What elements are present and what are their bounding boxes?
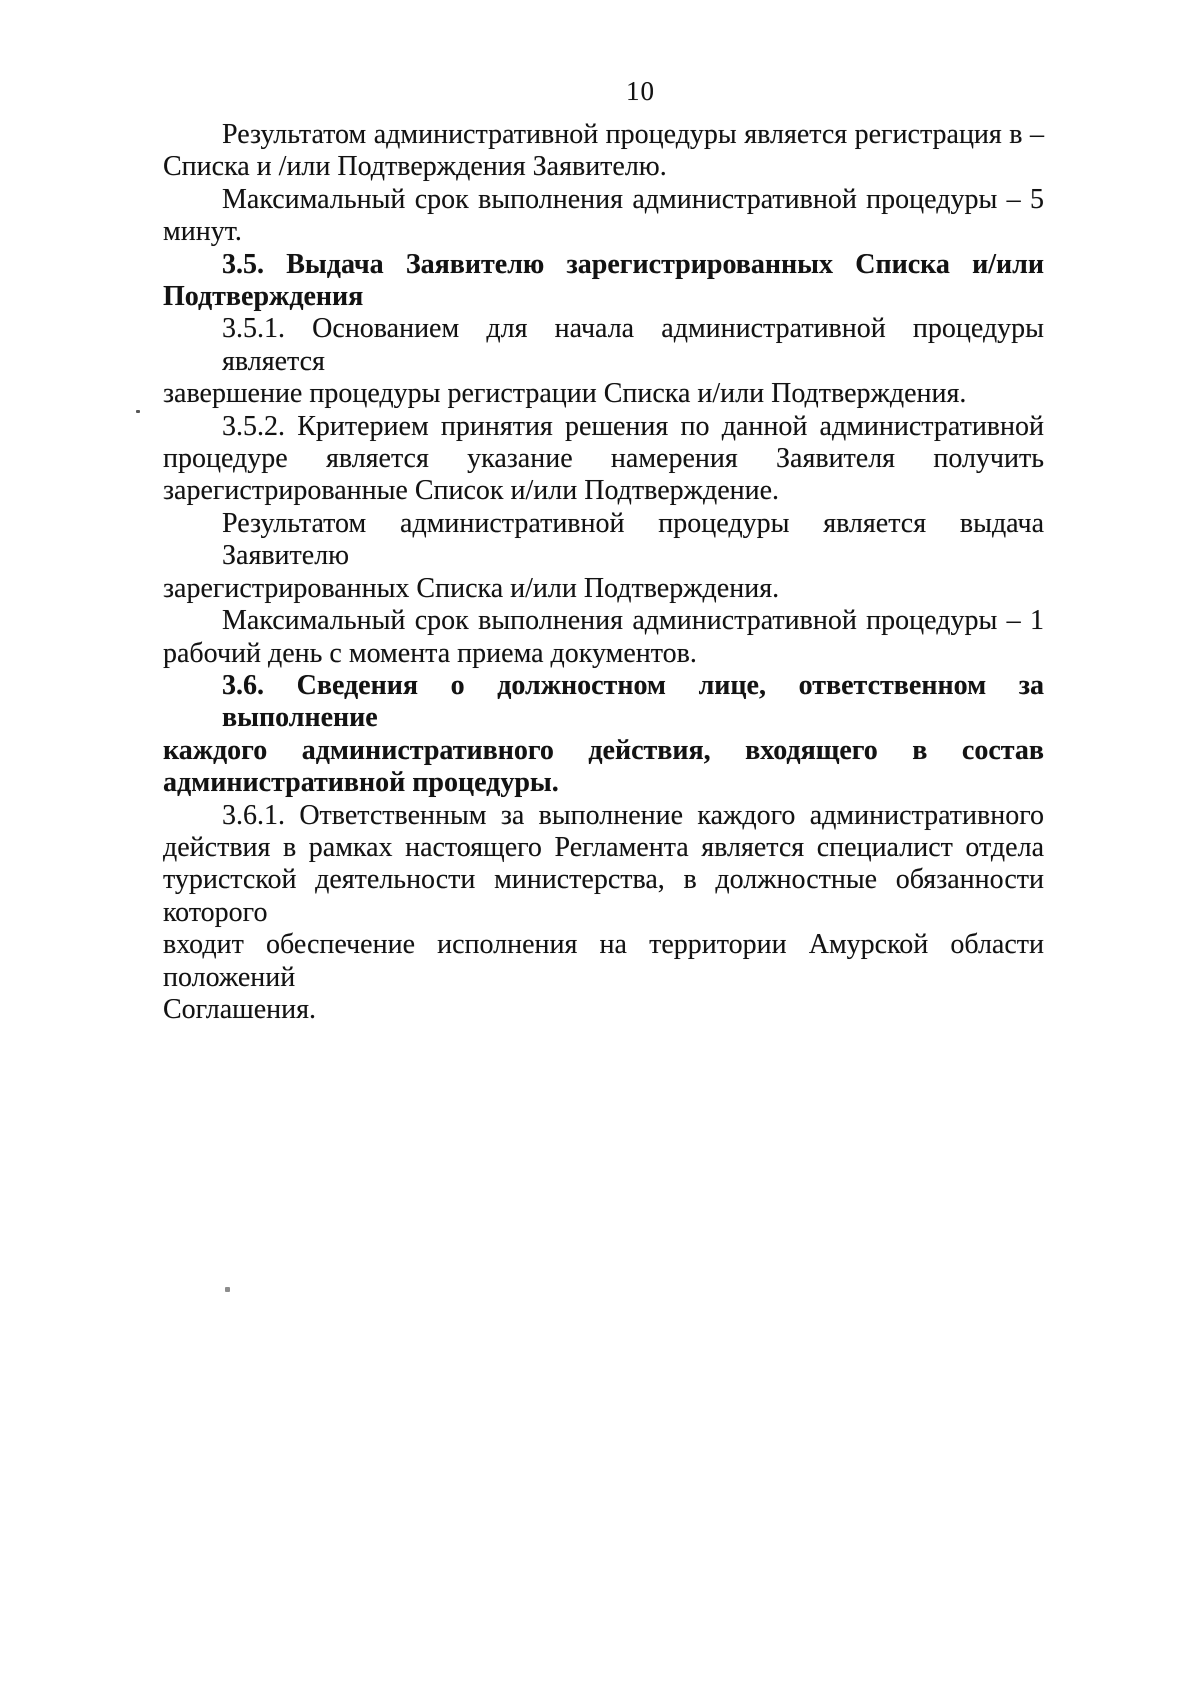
text-line: зарегистрированные Список и/или Подтверждение.	[163, 475, 780, 507]
text-line: Результатом административной процедуры является выдача Заявителю	[222, 507, 1044, 572]
text-line: каждого административного действия, входящего в состав	[163, 734, 1044, 766]
paragraph	[163, 508, 1044, 605]
text-line: входит обеспечение исполнения на территории Амурской области положений	[163, 929, 1044, 993]
text-line: Результатом административной процедуры является регистрация в –	[222, 119, 1044, 150]
text-line: 3.5.2. Критерием принятия решения по данной административной	[222, 410, 1044, 442]
text-line: действия в рамках настоящего Регламента является специалист отдела	[163, 831, 1044, 863]
text-line: 3.6. Сведения о должностном лице, ответственном за выполнение	[222, 669, 1044, 734]
scan-speck-icon	[225, 1287, 230, 1292]
text-line: завершение процедуры регистрации Списка и/или Подтверждения.	[163, 378, 967, 410]
text-line: Максимальный срок выполнения административной процедуры – 1	[222, 605, 1044, 637]
paragraph	[163, 605, 1044, 670]
paragraph	[163, 184, 1044, 249]
section-heading	[163, 670, 1044, 800]
paragraph	[163, 411, 1044, 508]
text-line: Подтверждения	[163, 281, 364, 313]
paragraph	[163, 313, 1044, 410]
text-line: зарегистрированных Списка и/или Подтверждения.	[163, 572, 780, 604]
text-line: Списка и /или Подтверждения Заявителю.	[163, 151, 667, 183]
text-line: рабочий день с момента приема документов.	[163, 637, 697, 669]
text-line: 3.5. Выдача Заявителю зарегистрированных Списка и/или	[222, 248, 1044, 280]
page-number: 10	[626, 76, 655, 106]
text-line: туристской деятельности министерства, в должностные обязанности которого	[163, 864, 1044, 928]
paragraph	[163, 800, 1044, 1027]
section-heading	[163, 249, 1044, 314]
text-line: Соглашения.	[163, 993, 316, 1025]
text-line: процедуре является указание намерения Заявителя получить	[163, 443, 1044, 475]
document-body	[163, 119, 1044, 1026]
scan-speck-icon	[136, 410, 140, 413]
text-line: Максимальный срок выполнения административной процедуры – 5	[222, 183, 1044, 215]
text-line: 3.6.1. Ответственным за выполнение каждого административного	[222, 799, 1044, 831]
paragraph	[163, 119, 1044, 184]
text-line: минут.	[163, 216, 242, 248]
text-line: административной процедуры.	[163, 767, 559, 799]
text-line: 3.5.1. Основанием для начала административной процедуры является	[222, 313, 1044, 377]
